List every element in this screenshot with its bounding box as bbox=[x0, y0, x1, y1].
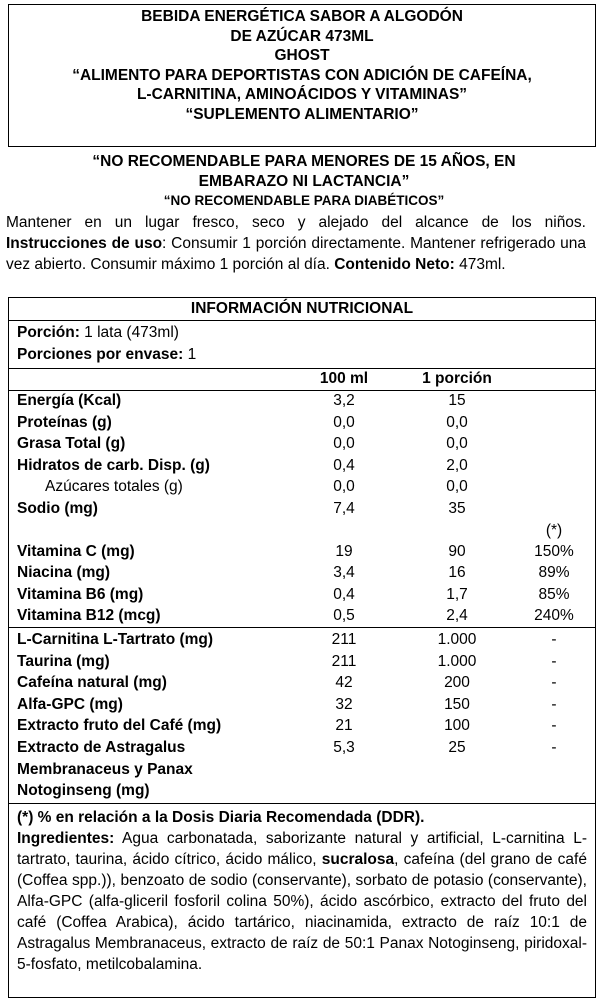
usage-label: Instrucciones de uso bbox=[6, 235, 163, 252]
divider bbox=[9, 627, 595, 628]
value-100ml: 42 bbox=[335, 674, 353, 692]
value-100ml: 3,2 bbox=[333, 392, 355, 409]
value-100ml: 19 bbox=[335, 543, 353, 560]
col-header-portion: 1 porción bbox=[422, 370, 492, 387]
ingredients-text-2: , cafeína (del grano de café (Coffea spp.)), benzoato de sodio (conservante), sorbato de potasio (conservante), Alfa-GPC (alfa-gliceril fosforil colina 50%), ácido ascórbico, extracto del fruto del café (Coffea Arabica), ácido tartárico, niacinamida, extracto de raíz 10:1 de Astragalus Membranaceus, extracto de raíz de 50:1 Panax Notoginseng, piridoxal-5-fosfato, metilcobalamina. bbox=[17, 851, 587, 973]
divider bbox=[9, 320, 595, 321]
value-portion: 100 bbox=[444, 717, 470, 735]
row-label: Sodio (mg) bbox=[17, 500, 98, 517]
row-label: Notoginseng (mg) bbox=[17, 782, 150, 799]
nutrition-table bbox=[8, 297, 596, 998]
table-row bbox=[9, 696, 595, 717]
table-row bbox=[9, 586, 595, 607]
ddr-marker: (*) bbox=[545, 522, 563, 539]
title-line-2: DE AZÚCAR 473ML bbox=[230, 27, 374, 45]
value-portion: 90 bbox=[448, 543, 466, 560]
value-100ml: 211 bbox=[331, 631, 357, 648]
row-label: Taurina (mg) bbox=[17, 652, 110, 670]
value-portion: 1,7 bbox=[446, 585, 468, 603]
value-portion: 0,0 bbox=[446, 413, 468, 431]
table-row bbox=[9, 478, 595, 499]
ingredients-text-1: Agua carbonatada, saborizante natural y artificial, L-carnitina L-tartrato, taurina, ácido cítrico, ácido málico, bbox=[17, 830, 587, 868]
row-label: Niacina (mg) bbox=[17, 564, 111, 582]
value-ddr: - bbox=[551, 717, 557, 735]
table-row bbox=[9, 674, 595, 695]
value-ddr: 150% bbox=[534, 543, 574, 560]
table-row bbox=[9, 500, 595, 521]
ddr-header-row bbox=[9, 522, 595, 543]
title-line-5: L-CARNITINA, AMINOÁCIDOS Y VITAMINAS” bbox=[136, 86, 468, 103]
title-line-1: BEBIDA ENERGÉTICA SABOR A ALGODÓN bbox=[141, 8, 463, 25]
row-label: Extracto de Astragalus bbox=[17, 739, 186, 756]
title-line-3: GHOST bbox=[274, 47, 330, 64]
value-ddr: 240% bbox=[534, 606, 574, 624]
value-100ml: 211 bbox=[331, 652, 357, 670]
usage-instructions bbox=[6, 212, 586, 275]
value-portion: 1.000 bbox=[437, 652, 477, 670]
table-row bbox=[9, 631, 595, 652]
value-100ml: 32 bbox=[335, 695, 353, 713]
table-row bbox=[9, 717, 595, 738]
table-row bbox=[9, 392, 595, 413]
value-portion: 0,0 bbox=[446, 435, 468, 453]
table-row bbox=[9, 414, 595, 435]
value-portion: 25 bbox=[448, 739, 466, 756]
value-portion: 0,0 bbox=[446, 478, 468, 496]
net-content-label: Contenido Neto: bbox=[334, 256, 455, 273]
servings-row bbox=[17, 346, 196, 364]
column-header-row bbox=[9, 370, 595, 391]
row-label: Proteínas (g) bbox=[17, 413, 112, 431]
divider bbox=[9, 368, 595, 369]
row-label: Azúcares totales (g) bbox=[45, 478, 183, 496]
warning-diabetics: “NO RECOMENDABLE PARA DIABÉTICOS” bbox=[163, 193, 445, 208]
row-label: Vitamina C (mg) bbox=[17, 543, 135, 560]
col-header-100ml: 100 ml bbox=[319, 370, 369, 387]
portion-label: Porción: bbox=[17, 324, 80, 341]
table-row bbox=[9, 653, 595, 674]
value-100ml: 21 bbox=[335, 717, 353, 735]
value-100ml: 0,0 bbox=[333, 478, 355, 496]
divider bbox=[9, 803, 595, 804]
value-100ml: 5,3 bbox=[333, 739, 355, 756]
row-label: L-Carnitina L-Tartrato (mg) bbox=[17, 631, 214, 648]
value-portion: 1.000 bbox=[437, 631, 477, 648]
value-portion: 200 bbox=[444, 674, 470, 692]
net-content-value: 473ml. bbox=[454, 256, 506, 273]
value-100ml: 0,4 bbox=[333, 456, 355, 474]
table-row bbox=[9, 543, 595, 564]
servings-value: 1 bbox=[183, 346, 197, 363]
value-100ml: 0,0 bbox=[333, 413, 355, 431]
row-label: Grasa Total (g) bbox=[17, 435, 126, 453]
divider bbox=[9, 390, 595, 391]
value-portion: 2,4 bbox=[446, 606, 468, 624]
servings-label: Porciones por envase: bbox=[17, 346, 184, 363]
portion-row bbox=[17, 324, 179, 342]
value-100ml: 0,0 bbox=[333, 435, 355, 453]
table-row bbox=[9, 564, 595, 585]
row-label: Energía (Kcal) bbox=[17, 392, 122, 409]
ingredients-label: Ingredientes: bbox=[17, 830, 115, 847]
product-title-box bbox=[8, 4, 596, 147]
value-portion: 150 bbox=[444, 695, 470, 713]
instructions-text-2: : Consumir 1 porción directamente. Mantener refrigerado una vez abierto. Consumir máximo 1 porción al día. bbox=[6, 235, 586, 273]
portion-value: 1 lata (473ml) bbox=[79, 324, 179, 341]
warning-age-line-1: “NO RECOMENDABLE PARA MENORES DE 15 AÑOS, EN bbox=[92, 153, 516, 170]
value-100ml: 0,5 bbox=[333, 606, 355, 624]
row-label: Extracto fruto del Café (mg) bbox=[17, 717, 222, 735]
instructions-text-1: Mantener en un lugar fresco, seco y alejado del alcance de los niños. bbox=[6, 214, 586, 231]
table-row bbox=[9, 607, 595, 628]
value-ddr: - bbox=[551, 631, 557, 648]
value-ddr: 85% bbox=[538, 585, 570, 603]
table-row bbox=[9, 457, 595, 478]
nutrition-title: INFORMACIÓN NUTRICIONAL bbox=[190, 300, 414, 317]
value-portion: 15 bbox=[448, 392, 466, 409]
ddr-note: (*) % en relación a la Dosis Diaria Recomendada (DDR). bbox=[17, 809, 425, 826]
value-ddr: - bbox=[551, 739, 557, 756]
value-ddr: - bbox=[551, 652, 557, 670]
value-100ml: 0,4 bbox=[333, 585, 355, 603]
row-label: Hidratos de carb. Disp. (g) bbox=[17, 456, 210, 474]
row-label: Membranaceus y Panax bbox=[17, 761, 193, 778]
value-100ml: 3,4 bbox=[333, 564, 355, 582]
row-label: Cafeína natural (mg) bbox=[17, 674, 167, 692]
value-ddr: 89% bbox=[538, 564, 570, 582]
table-row bbox=[9, 739, 595, 760]
value-portion: 16 bbox=[448, 564, 466, 582]
row-label: Vitamina B12 (mcg) bbox=[17, 606, 161, 624]
value-ddr: - bbox=[551, 695, 557, 713]
value-portion: 2,0 bbox=[446, 456, 468, 474]
sucralose-text: sucralosa bbox=[321, 851, 395, 868]
astragalus-cont-1 bbox=[9, 761, 595, 782]
row-label: Vitamina B6 (mg) bbox=[17, 585, 144, 603]
table-row bbox=[9, 435, 595, 456]
value-ddr: - bbox=[551, 674, 557, 692]
ingredients-section bbox=[17, 807, 587, 975]
astragalus-cont-2 bbox=[9, 782, 595, 803]
title-line-4: “ALIMENTO PARA DEPORTISTAS CON ADICIÓN DE CAFEÍNA, bbox=[72, 66, 532, 84]
title-line-6: “SUPLEMENTO ALIMENTARIO” bbox=[185, 105, 419, 123]
warning-age-line-2: EMBARAZO NI LACTANCIA” bbox=[198, 173, 410, 190]
value-100ml: 7,4 bbox=[333, 500, 355, 517]
value-portion: 35 bbox=[448, 500, 466, 517]
row-label: Alfa-GPC (mg) bbox=[17, 695, 123, 713]
